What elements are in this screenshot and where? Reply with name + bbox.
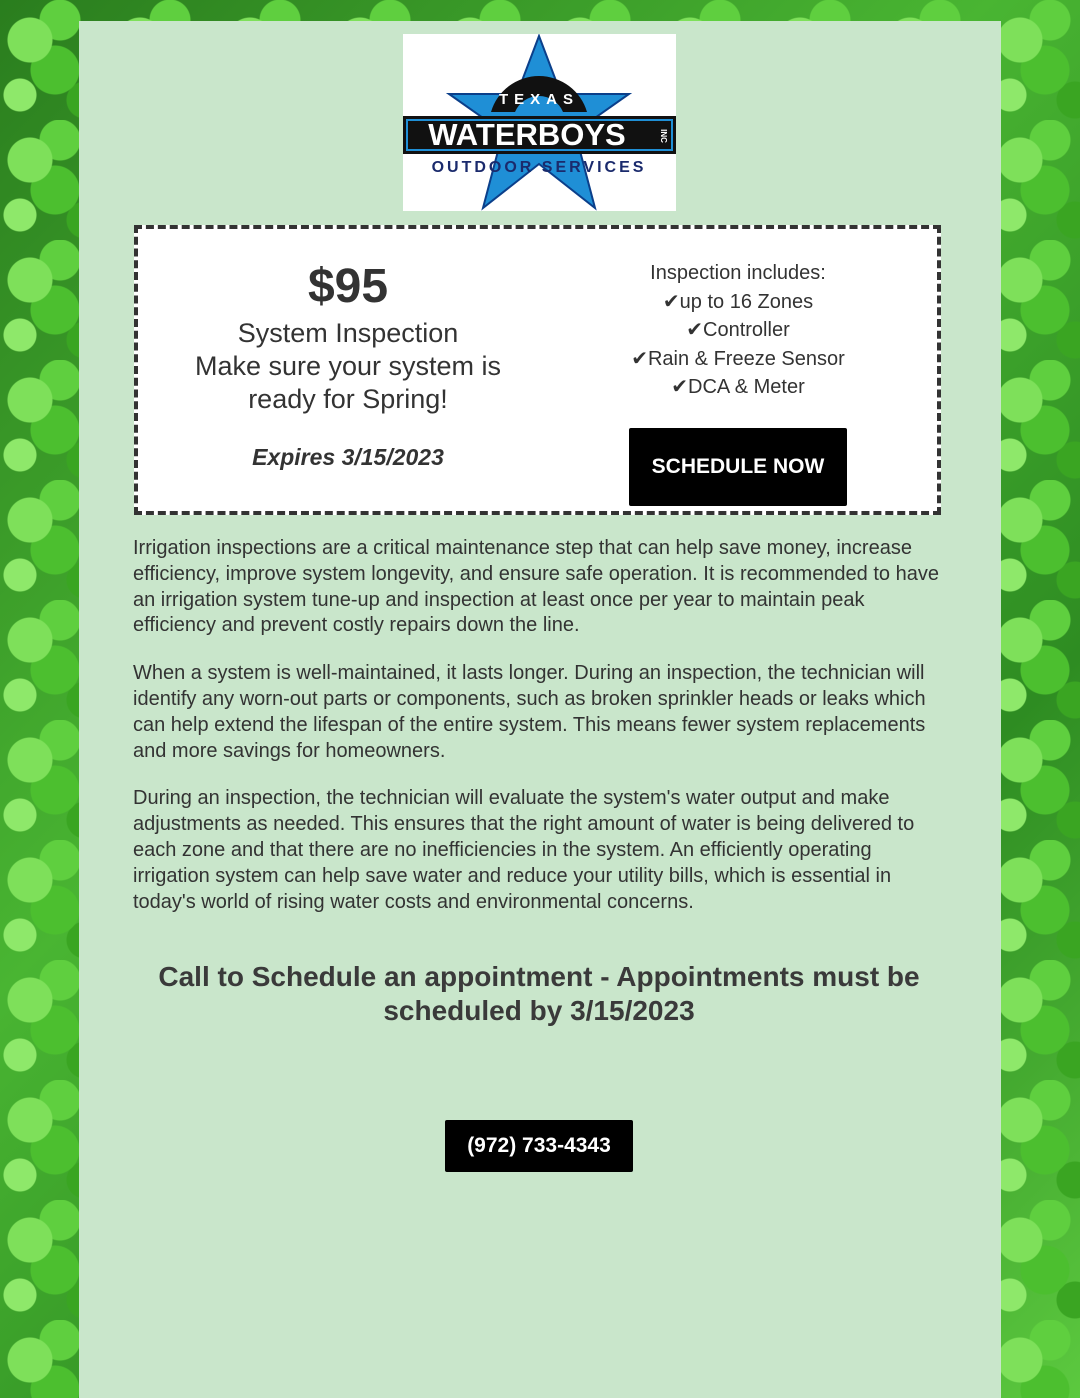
call-to-action-heading: Call to Schedule an appointment - Appointments must be scheduled by 3/15/2023 xyxy=(158,961,920,1026)
price: $95 xyxy=(307,260,389,313)
schedule-now-button[interactable]: SCHEDULE NOW xyxy=(629,428,847,506)
paragraph: During an inspection, the technician will evaluate the system's water output and make adjustments as needed. This ensures that the right amount of water is being delivered to each zone and that there are no inefficiencies in the system. An efficiently operating irrigation system can help save water and reduce your utility bills, which is essential in today's world of rising water costs and environmental concerns. xyxy=(133,787,915,913)
svg-text:OUTDOOR SERVICES: OUTDOOR SERVICES xyxy=(431,159,647,176)
article-body xyxy=(133,536,945,937)
expiry-date: Expires 3/15/2023 xyxy=(252,444,444,470)
offer-description: System Inspection Make sure your system is ready for Spring! xyxy=(194,318,502,414)
includes-list xyxy=(578,259,898,402)
list-item: ✔DCA & Meter xyxy=(671,376,805,398)
includes-heading: Inspection includes: xyxy=(650,262,826,284)
svg-text:INC: INC xyxy=(659,129,668,143)
offer-block xyxy=(138,259,558,471)
phone-button[interactable]: (972) 733-4343 xyxy=(445,1120,633,1172)
list-item: ✔up to 16 Zones xyxy=(662,290,814,313)
svg-text:TEXAS: TEXAS xyxy=(498,91,580,108)
waterboys-logo xyxy=(403,34,676,211)
paragraph: Irrigation inspections are a critical maintenance step that can help save money, increase efficiency, improve system longevity, and ensure safe operation. It is recommended to have an irrigation system tune-up and inspection at least once per year to maintain peak efficiency and prevent costly repairs down the line. xyxy=(133,537,939,637)
list-item: ✔Controller xyxy=(686,319,790,341)
list-item: ✔Rain & Freeze Sensor xyxy=(631,347,845,370)
coupon-box xyxy=(134,225,941,515)
svg-text:WATERBOYS: WATERBOYS xyxy=(428,117,626,152)
paragraph: When a system is well-maintained, it lasts longer. During an inspection, the technician will identify any worn-out parts or components, such as broken sprinkler heads or leaks which can help extend the lifespan of the entire system. This means fewer system replacements and more savings for homeowners. xyxy=(133,662,926,762)
